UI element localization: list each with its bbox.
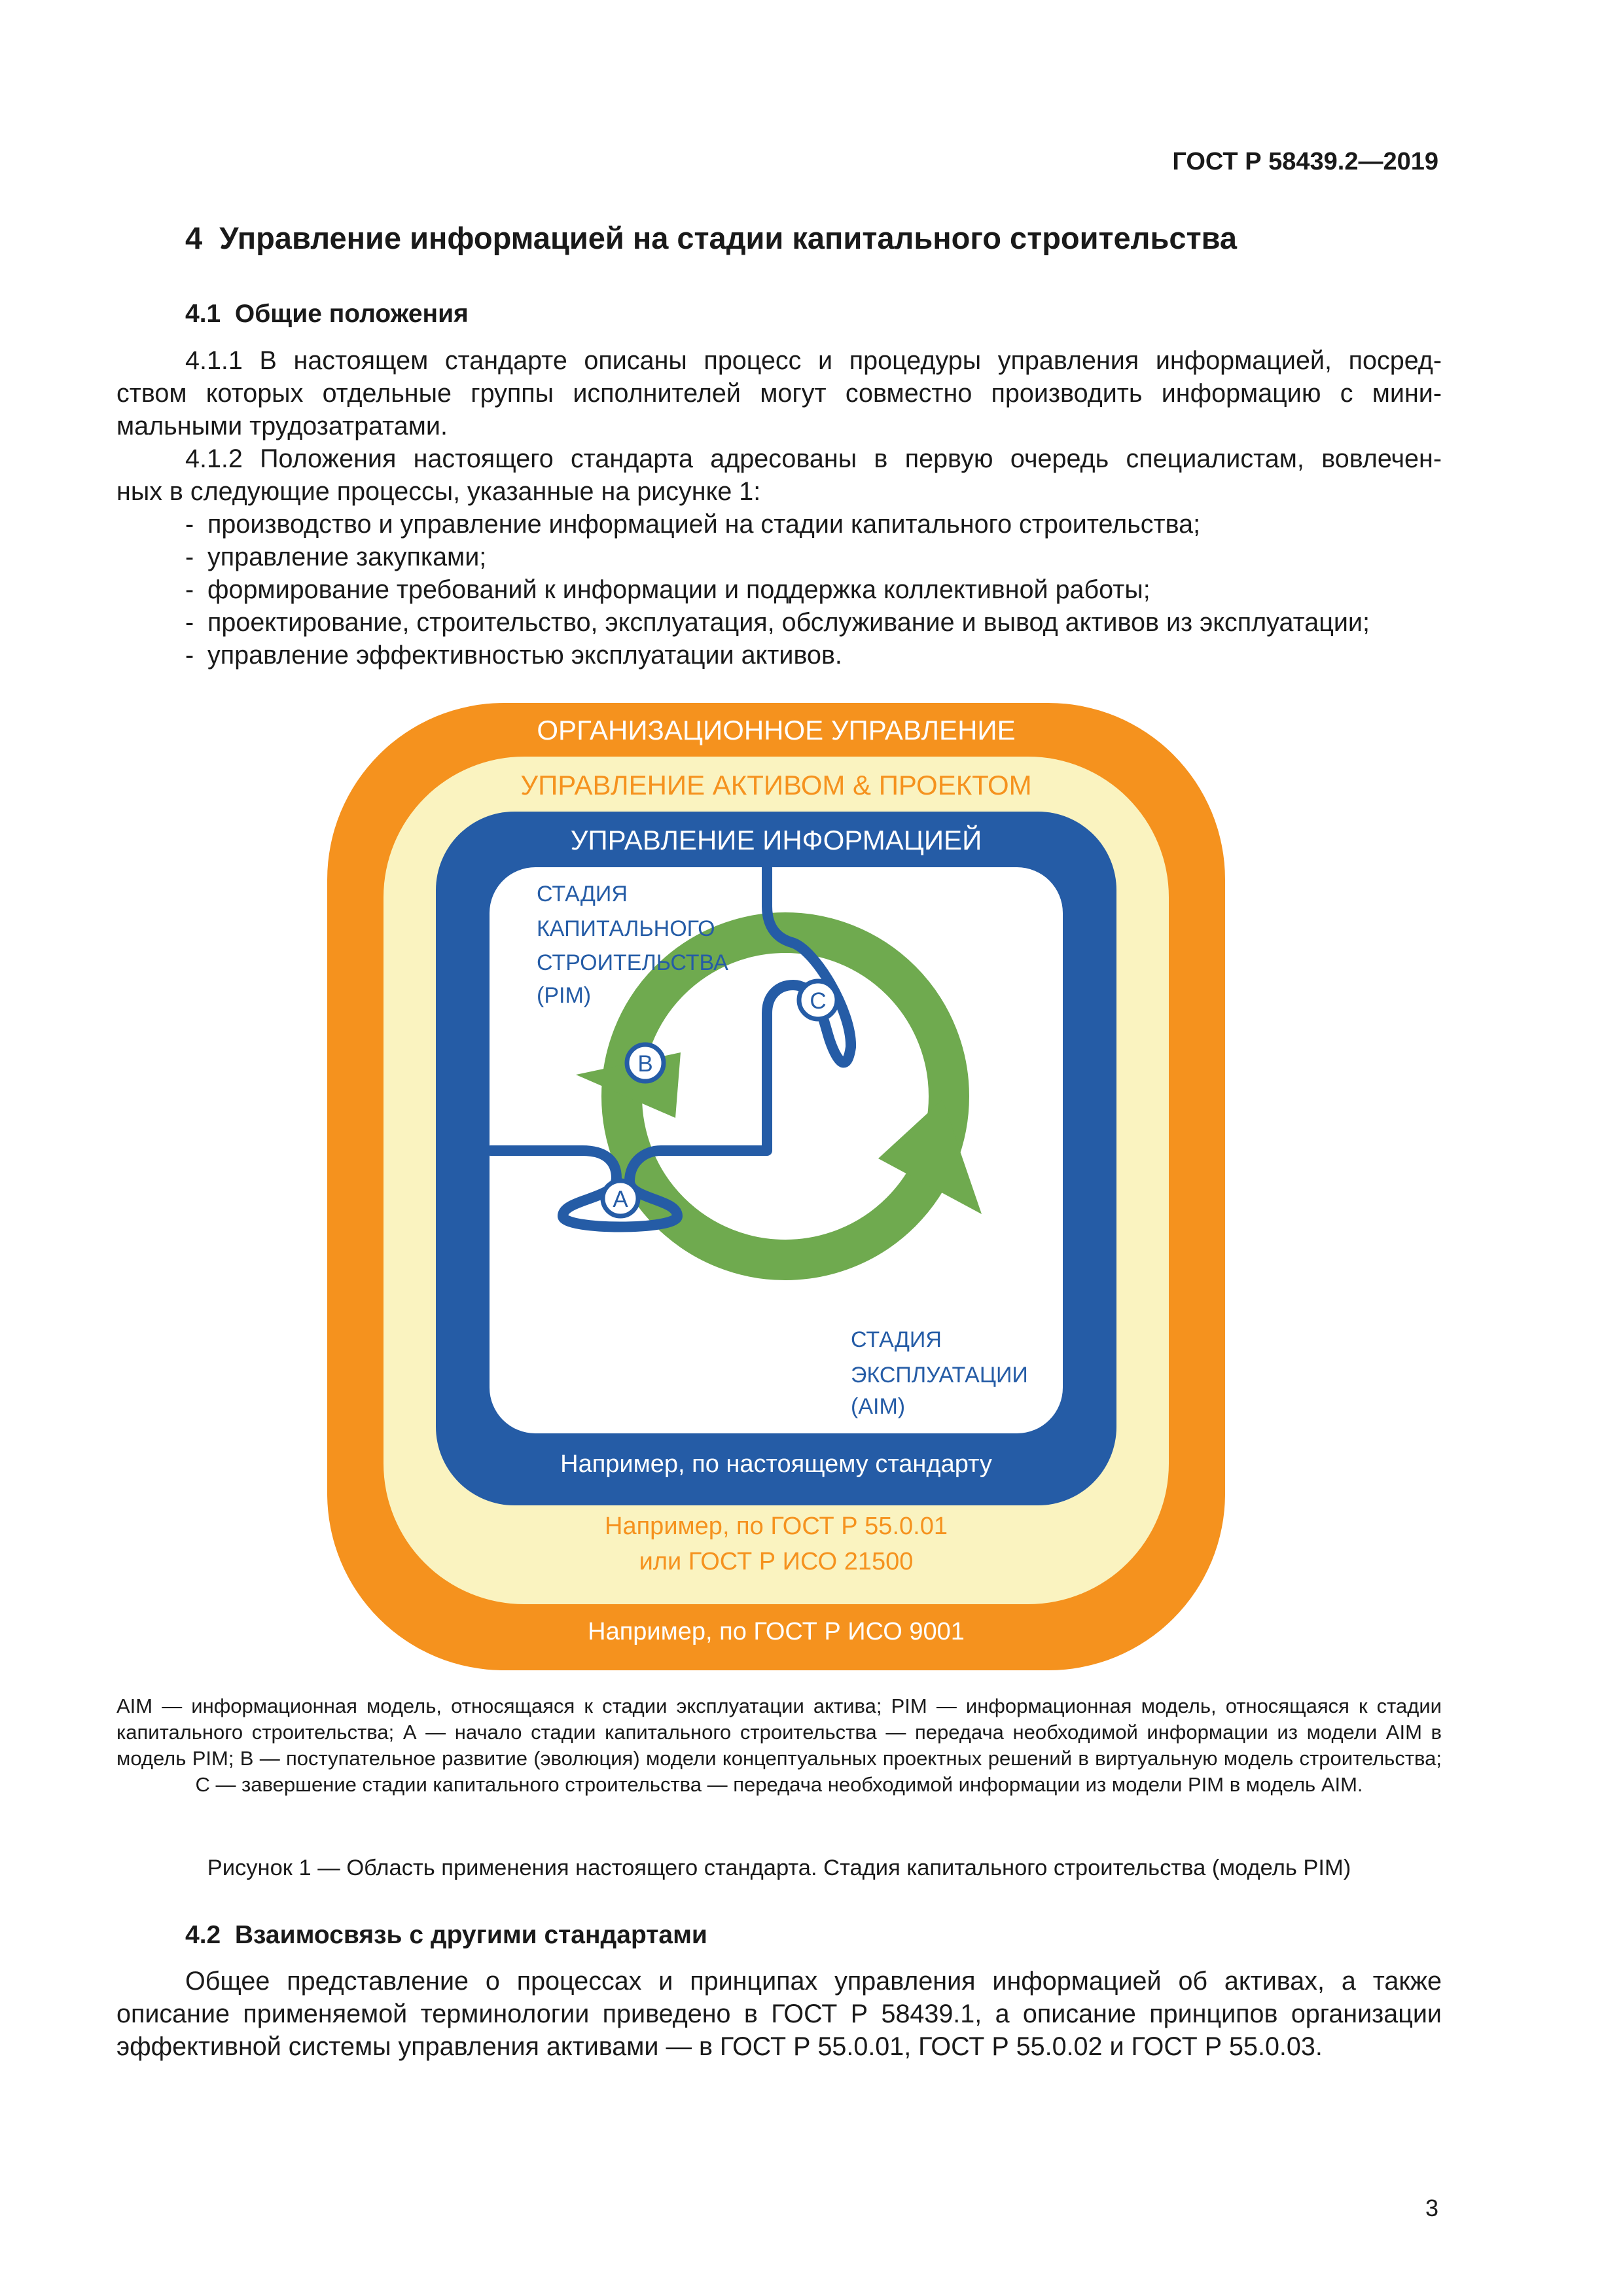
paragraph-4-1-2-line-2: ных в следующие процессы, указанные на рисунке 1: [116, 477, 761, 506]
section-4-2-heading: 4.2 Взаимосвязь с другими стандартами [185, 1921, 707, 1949]
svg-text:(PIM): (PIM) [537, 983, 592, 1008]
paragraph-4-1-1-line-2: ством которых отдельные группы исполнителей могут совместно производить информацию с мини- [116, 379, 1442, 408]
figure-legend: AIM — информационная модель, относящаяся к стадии эксплуатации актива; PIM — информационная модель, относящаяся к стадии капитального строительства; А — начало стадии капитального строительства — передача необходимой информации из модели AIM в модель PIM; В — поступательное развитие (эволюция) модели концептуальных проектных решений в виртуальную модель строительства; С — завершение стадии капитального строительства — передача необходимой информации из модели PIM в модель AIM. [116, 1695, 1442, 1796]
marker-c-label: C [810, 988, 827, 1014]
marker-a [603, 1181, 638, 1216]
inner-band-example: Например, по настоящему стандарту [560, 1450, 992, 1478]
figure-title: Рисунок 1 — Область применения настоящего стандарта. Стадия капитального строительства (модель PIM) [207, 1856, 1351, 1880]
inner-band-title: УПРАВЛЕНИЕ ИНФОРМАЦИЕЙ [570, 825, 982, 855]
middle-band-title: УПРАВЛЕНИЕ АКТИВОМ & ПРОЕКТОМ [520, 770, 1032, 800]
paragraph-4-1-1-line-1: 4.1.1 В настоящем стандарте описаны процесс и процедуры управления информацией, посред- [185, 346, 1442, 375]
svg-text:СТРОИТЕЛЬСТВА: СТРОИТЕЛЬСТВА [537, 950, 728, 975]
document-code-header: ГОСТ Р 58439.2—2019 [1172, 148, 1438, 175]
paragraph-4-1-1-line-3: мальными трудозатратами. [116, 412, 448, 440]
svg-text:(AIM): (AIM) [851, 1394, 906, 1419]
paragraph-4-2-line-1: Общее представление о процессах и принципах управления информацией об активах, а также [185, 1967, 1442, 1996]
section-4-1-heading: 4.1 Общие положения [185, 300, 469, 328]
list-item: - производство и управление информацией на стадии капитального строительства; [185, 510, 1201, 539]
marker-b-label: B [637, 1051, 653, 1077]
marker-a-label: A [613, 1187, 628, 1212]
page-number: 3 [1425, 2195, 1438, 2221]
paragraph-4-2-line-2: описание применяемой терминологии приведено в ГОСТ Р 58439.1, а описание принципов организации [116, 2000, 1442, 2028]
svg-text:ЭКСПЛУАТАЦИИ: ЭКСПЛУАТАЦИИ [851, 1363, 1028, 1388]
paragraph-4-2-line-3: эффективной системы управления активами — в ГОСТ Р 55.0.01, ГОСТ Р 55.0.02 и ГОСТ Р 55.0.03. [116, 2032, 1323, 2061]
section-4-2-body [116, 1965, 1442, 2063]
list-item: - проектирование, строительство, эксплуатация, обслуживание и вывод активов из эксплуатации; [185, 608, 1370, 637]
list-item: - управление эффективностью эксплуатации активов. [185, 641, 842, 670]
middle-band-example-line-2: или ГОСТ Р ИСО 21500 [639, 1548, 914, 1575]
middle-band-example-line-1: Например, по ГОСТ Р 55.0.01 [605, 1513, 948, 1540]
marker-c [799, 981, 837, 1019]
list-item: - формирование требований к информации и поддержка коллективной работы; [185, 575, 1150, 604]
marker-b [627, 1045, 664, 1081]
list-item: - управление закупками; [185, 543, 487, 571]
svg-text:СТАДИЯ: СТАДИЯ [851, 1327, 942, 1352]
svg-text:СТАДИЯ: СТАДИЯ [537, 882, 628, 906]
svg-text:КАПИТАЛЬНОГО: КАПИТАЛЬНОГО [537, 916, 715, 941]
section-4-heading: 4 Управление информацией на стадии капитального строительства [185, 221, 1237, 255]
paragraph-4-1-2-line-1: 4.1.2 Положения настоящего стандарта адресованы в первую очередь специалистам, вовлечен- [185, 444, 1442, 473]
outer-band-title: ОРГАНИЗАЦИОННОЕ УПРАВЛЕНИЕ [537, 715, 1016, 745]
outer-band-example: Например, по ГОСТ Р ИСО 9001 [588, 1618, 965, 1645]
